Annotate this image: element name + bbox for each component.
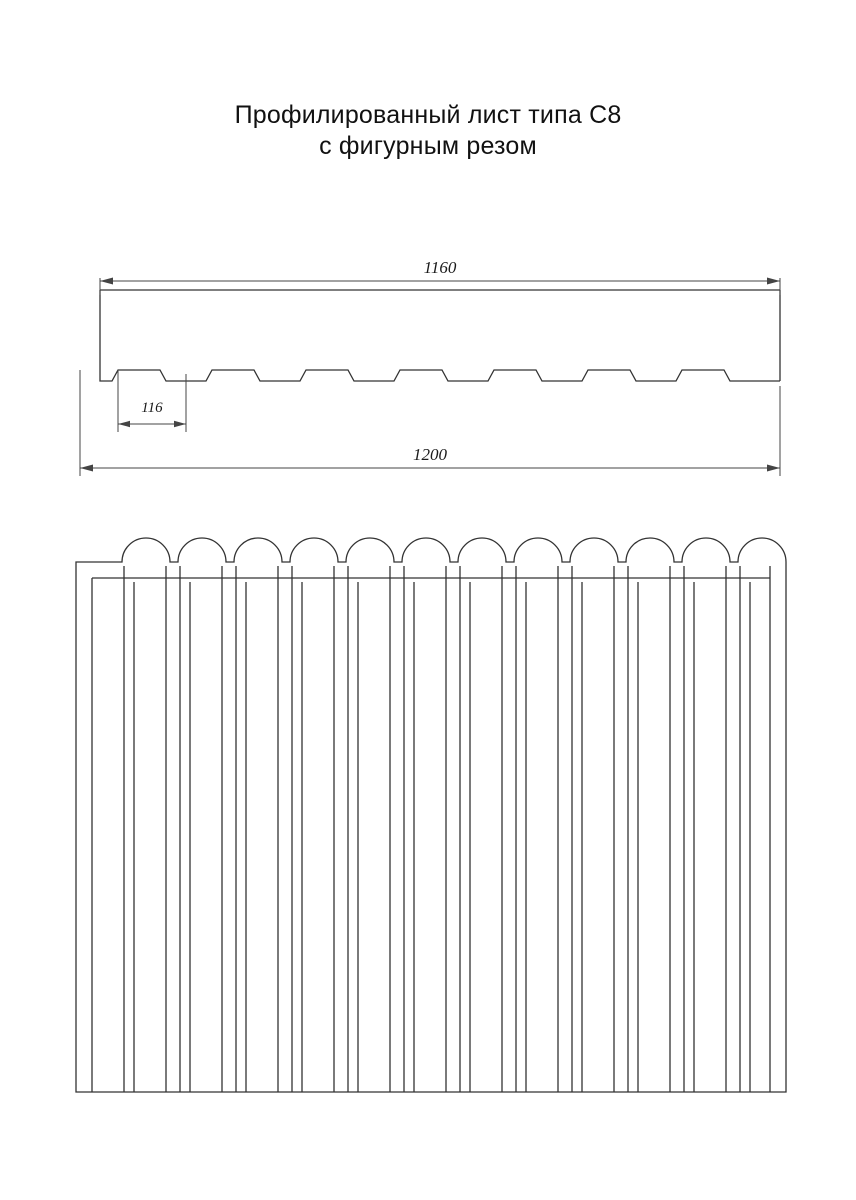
rib-lines [92,566,770,1092]
dimension-1160 [100,278,780,296]
arrow-left-1160 [100,278,113,285]
arrow-right-1200 [767,465,780,472]
profile-corrugation-outline [100,290,780,381]
profile-section-view [100,290,780,381]
dimension-label-116: 116 [141,400,163,416]
dimension-label-1200: 1200 [413,445,447,464]
arrow-right-1160 [767,278,780,285]
title-line-2: с фигурным резом [319,132,537,161]
sheet-outline [76,538,786,1092]
title-line-1: Профилированный лист типа С8 [234,101,622,129]
sheet-front-view [76,538,786,1092]
arrow-left-1200 [80,465,93,472]
arrow-right-116 [174,421,186,427]
arrow-left-116 [118,421,130,427]
dimension-label-1160: 1160 [423,258,457,277]
